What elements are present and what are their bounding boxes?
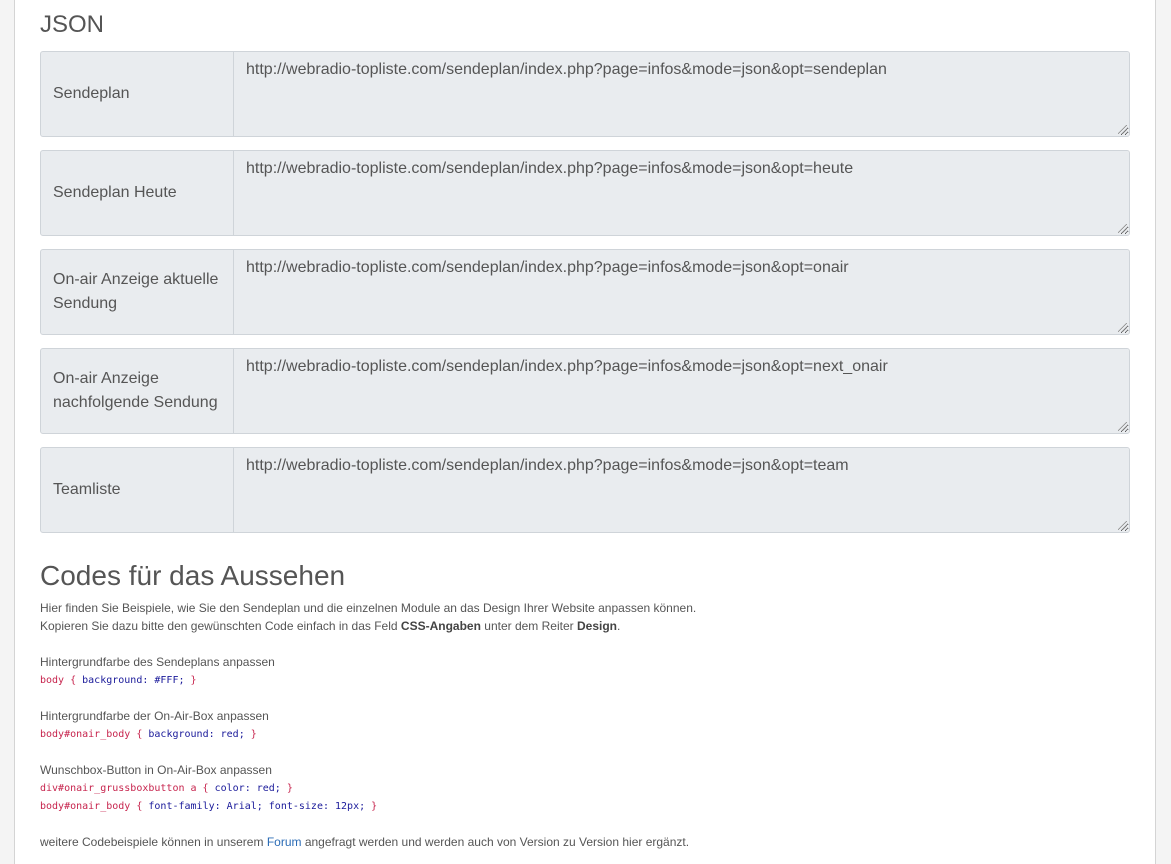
json-row-onair-next — [40, 348, 1130, 434]
resize-grip-icon[interactable] — [1118, 224, 1127, 233]
intro-line-2: Kopieren Sie dazu bitte den gewünschten Code einfach in das Feld CSS-Angaben unter dem Reiter Design. — [40, 619, 621, 633]
json-url-field[interactable] — [234, 250, 1129, 334]
json-url-list — [40, 51, 1130, 546]
json-row-label: On-air Anzeige nachfolgende Sendung — [41, 349, 234, 433]
json-url-field[interactable] — [234, 52, 1129, 136]
json-heading: JSON — [40, 11, 105, 38]
content-panel — [14, 0, 1156, 864]
example-heading: Wunschbox-Button in On-Air-Box anpassen — [40, 763, 272, 777]
example-heading: Hintergrundfarbe des Sendeplans anpassen — [40, 655, 275, 669]
example-heading: Hintergrundfarbe der On-Air-Box anpassen — [40, 709, 269, 723]
json-row-onair-current — [40, 249, 1130, 335]
codes-heading: Codes für das Aussehen — [40, 560, 346, 591]
resize-grip-icon[interactable] — [1118, 323, 1127, 332]
resize-grip-icon[interactable] — [1118, 125, 1127, 134]
json-row-label: On-air Anzeige aktuelle Sendung — [41, 250, 234, 334]
footer-note: weitere Codebeispiele können in unserem Forum angefragt werden und werden auch von Version zu Version hier ergänzt. — [40, 835, 690, 849]
json-row-label: Teamliste — [41, 448, 234, 532]
json-row-teamliste — [40, 447, 1130, 533]
resize-grip-icon[interactable] — [1118, 521, 1127, 530]
json-row-sendeplan-heute — [40, 150, 1130, 236]
intro-line-1: Hier finden Sie Beispiele, wie Sie den Sendeplan und die einzelnen Module an das Design Ihrer Website anpassen können. — [40, 601, 697, 615]
resize-grip-icon[interactable] — [1118, 422, 1127, 431]
json-row-sendeplan — [40, 51, 1130, 137]
json-row-label: Sendeplan — [41, 52, 234, 136]
css-code-line: body { background: #FFF; } — [40, 675, 197, 686]
forum-link[interactable]: Forum — [266, 835, 302, 849]
css-code-line: body#onair_body { font-family: Arial; font-size: 12px; } — [40, 801, 378, 812]
json-url-field[interactable] — [234, 151, 1129, 235]
json-url-field[interactable] — [234, 349, 1129, 433]
json-url-field[interactable] — [234, 448, 1129, 532]
css-code-line: div#onair_grussboxbutton a { color: red; } — [40, 783, 293, 794]
json-row-label: Sendeplan Heute — [41, 151, 234, 235]
css-code-line: body#onair_body { background: red; } — [40, 729, 257, 740]
